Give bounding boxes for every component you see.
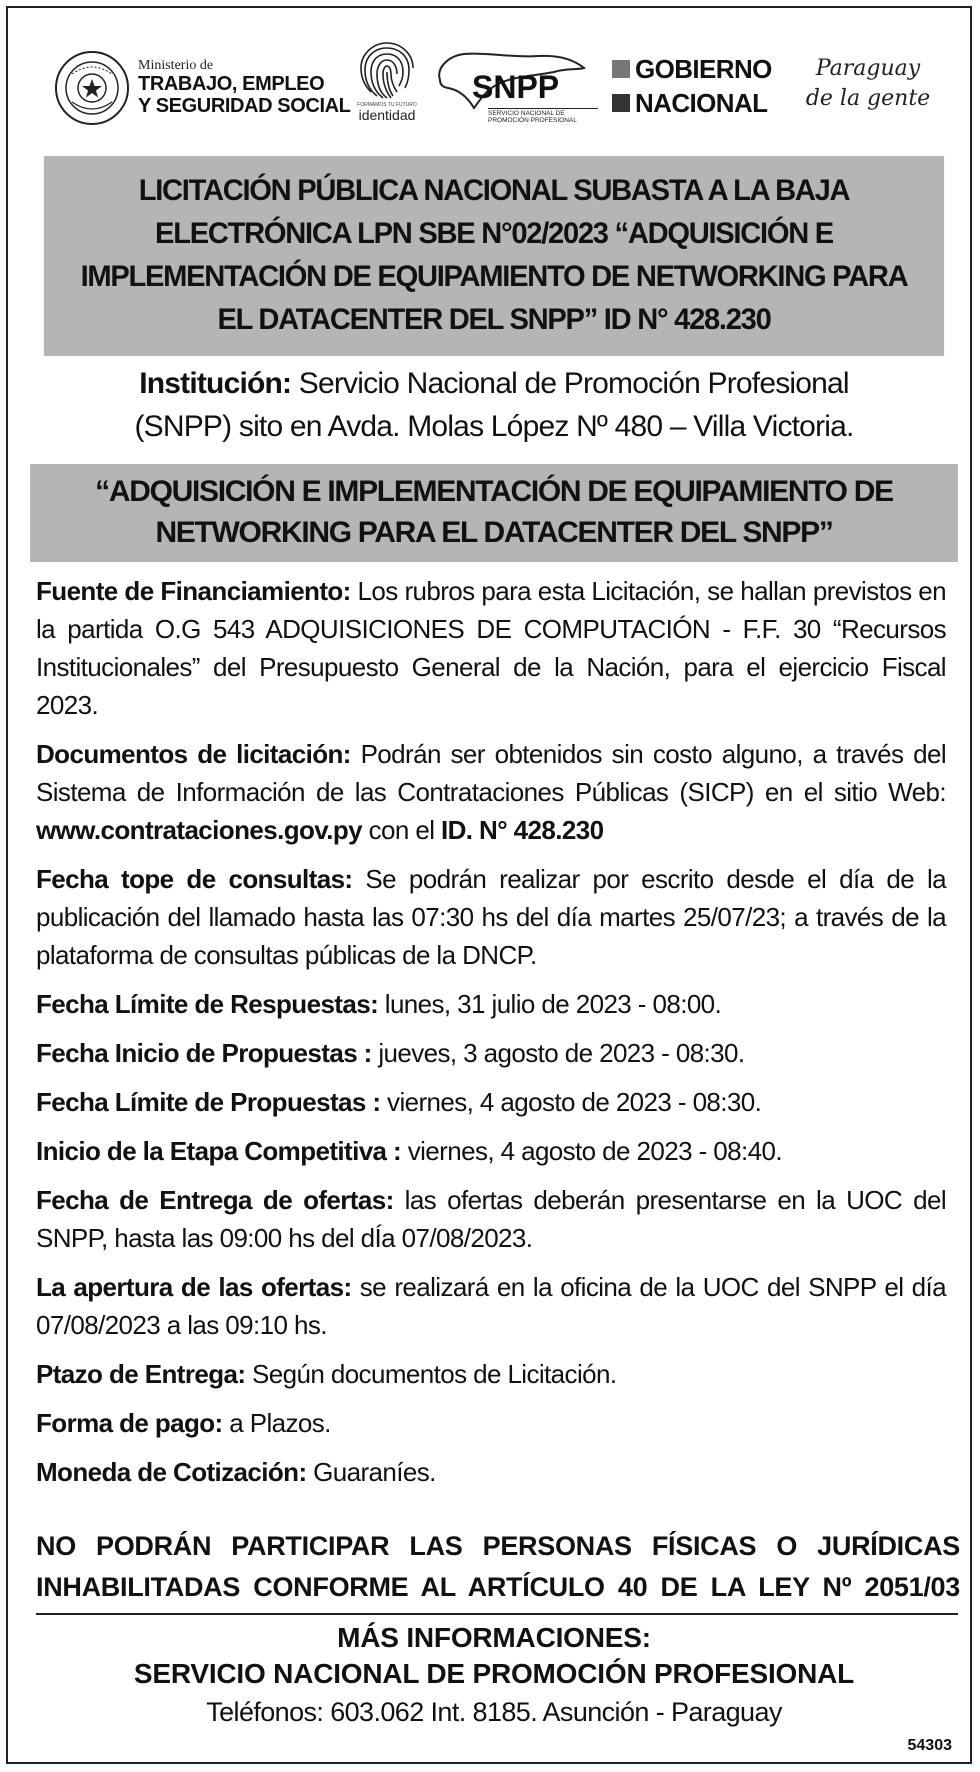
title-line: IMPLEMENTACIÓN DE EQUIPAMIENTO DE NETWORKING PARA (80, 260, 908, 293)
fuente-financiamiento (36, 572, 946, 724)
divider (36, 1613, 958, 1615)
snpp-logo (434, 50, 594, 132)
identidad-small-text: FORMAMOS TU FUTURO (357, 102, 417, 108)
gobierno-square-icon (612, 60, 630, 78)
tagline-line1: Paraguay (815, 56, 921, 81)
contrataciones-website-link[interactable]: www.contrataciones.gov.py (36, 815, 362, 845)
documentos-licitacion (36, 735, 946, 849)
subtitle-line: NETWORKING PARA EL DATACENTER DEL SNPP” (155, 516, 833, 549)
identidad-logo (350, 42, 424, 137)
apertura-ofertas (36, 1268, 946, 1344)
fuente-label: Fuente de Financiamiento: (36, 576, 351, 606)
etapa-label: Inicio de la Etapa Competitiva : (36, 1136, 402, 1166)
gobierno-nacional-logo (612, 52, 792, 120)
consultas-text: Se podrán realizar por escrito desde el día de la publicación del llamado hasta las 07:30 hs del día martes 25/07/23; a través de la plataforma de consultas públicas de la DNCP. (36, 864, 946, 970)
gobierno-line1: GOBIERNO (635, 53, 772, 84)
documentos-text2: con el (361, 815, 441, 845)
inicio-propuestas-text: jueves, 3 agosto de 2023 - 08:30. (371, 1038, 745, 1068)
forma-pago (36, 1404, 946, 1442)
moneda-label: Moneda de Cotización: (36, 1457, 307, 1487)
institucion-text-line2: (SNPP) sito en Avda. Molas López Nº 480 – Villa Victoria. (134, 410, 854, 443)
tender-details (36, 572, 946, 1502)
title-banner (44, 156, 944, 356)
snpp-subtitle: SERVICIO NACIONAL DE PROMOCIÓN PROFESIONAL (488, 108, 598, 124)
header-logos (50, 42, 950, 142)
ministry-line3: Y SEGURIDAD SOCIAL (138, 95, 351, 117)
inicio-propuestas-label: Fecha Inicio de Propuestas : (36, 1038, 372, 1068)
more-info-organization: SERVICIO NACIONAL DE PROMOCIÓN PROFESIONAL (133, 1658, 855, 1689)
entrega-ofertas-text: las ofertas deberán presentarse en la UOC del SNPP, hasta las 09:00 hs del dÍa 07/08/2023. (36, 1185, 946, 1253)
participation-warning: NO PODRÁN PARTICIPAR LAS PERSONAS FÍSICAS O JURÍDICAS INHABILITADAS CONFORME AL ARTÍCULO 40 DE LA LEY Nº 2051/03 (36, 1531, 960, 1602)
ministry-line2: TRABAJO, EMPLEO (138, 73, 325, 95)
respuestas-label: Fecha Límite de Respuestas: (36, 989, 379, 1019)
consultas-label: Fecha tope de consultas: (36, 864, 353, 894)
ministry-line1: Ministerio de (138, 58, 214, 73)
plazo-label: Ptazo de Entrega: (36, 1359, 246, 1389)
documentos-label: Documentos de licitación: (36, 739, 351, 769)
etapa-text: viernes, 4 agosto de 2023 - 08:40. (401, 1136, 782, 1166)
institucion-block (30, 362, 958, 448)
fecha-entrega-ofertas (36, 1181, 946, 1257)
fecha-limite-propuestas (36, 1083, 946, 1121)
subtitle-line: “ADQUISICIÓN E IMPLEMENTACIÓN DE EQUIPAMIENTO DE (95, 475, 893, 508)
entrega-ofertas-label: Fecha de Entrega de ofertas: (36, 1185, 394, 1215)
subtitle-banner (30, 464, 958, 562)
institucion-text-line1: Servicio Nacional de Promoción Profesional (291, 367, 849, 400)
moneda-cotizacion (36, 1453, 946, 1491)
documentos-text: Podrán ser obtenidos sin costo alguno, a través del Sistema de Información de las Contrataciones Públicas (SICP) en el sitio Web: (36, 739, 946, 807)
limite-propuestas-text: viernes, 4 agosto de 2023 - 08:30. (380, 1087, 762, 1117)
identidad-label: identidad (358, 107, 416, 123)
apertura-label: La apertura de las ofertas: (36, 1272, 352, 1302)
fecha-limite-respuestas (36, 985, 946, 1023)
limite-propuestas-label: Fecha Límite de Propuestas : (36, 1087, 381, 1117)
documentos-id: ID. N° 428.230 (441, 815, 604, 845)
more-info-phones: Teléfonos: 603.062 Int. 8185. Asunción - Paraguay (206, 1697, 782, 1727)
tagline-line2: de la gente (805, 86, 931, 111)
fingerprint-icon (359, 42, 415, 102)
apertura-text: se realizará en la oficina de la UOC del SNPP el día 07/08/2023 a las 09:10 hs. (36, 1272, 946, 1340)
nacional-square-icon (612, 94, 630, 112)
pago-label: Forma de pago: (36, 1408, 223, 1438)
pago-text: a Plazos. (222, 1408, 331, 1438)
plazo-entrega (36, 1355, 946, 1393)
paraguay-tagline (798, 54, 938, 114)
moneda-text: Guaraníes. (306, 1457, 436, 1487)
more-info-heading: MÁS INFORMACIONES: (337, 1622, 651, 1653)
fecha-tope-consultas (36, 860, 946, 974)
plazo-text: Según documentos de Licitación. (245, 1359, 617, 1389)
title-line: EL DATACENTER DEL SNPP” ID N° 428.230 (217, 303, 771, 336)
more-information (30, 1620, 958, 1732)
fecha-inicio-propuestas (36, 1034, 946, 1072)
fuente-text: Los rubros para esta Licitación, se hallan previstos en la partida O.G 543 ADQUISICIONES DE COMPUTACIÓN - F.F. 30 “Recursos Institucionales” del Presupuesto General de la Nación, para el ejercicio Fiscal 2023. (36, 576, 946, 720)
national-seal-icon (54, 50, 130, 126)
title-line: LICITACIÓN PÚBLICA NACIONAL SUBASTA A LA BAJA (138, 174, 850, 207)
snpp-name: SNPP (472, 69, 560, 105)
gobierno-line2: NACIONAL (635, 87, 768, 118)
respuestas-text: lunes, 31 julio de 2023 - 08:00. (378, 989, 722, 1019)
institucion-label: Institución: (139, 367, 292, 400)
ad-code: 54303 (907, 1737, 952, 1754)
inicio-etapa-competitiva (36, 1132, 946, 1170)
title-line: ELECTRÓNICA LPN SBE N°02/2023 “ADQUISICIÓN E (155, 217, 833, 250)
